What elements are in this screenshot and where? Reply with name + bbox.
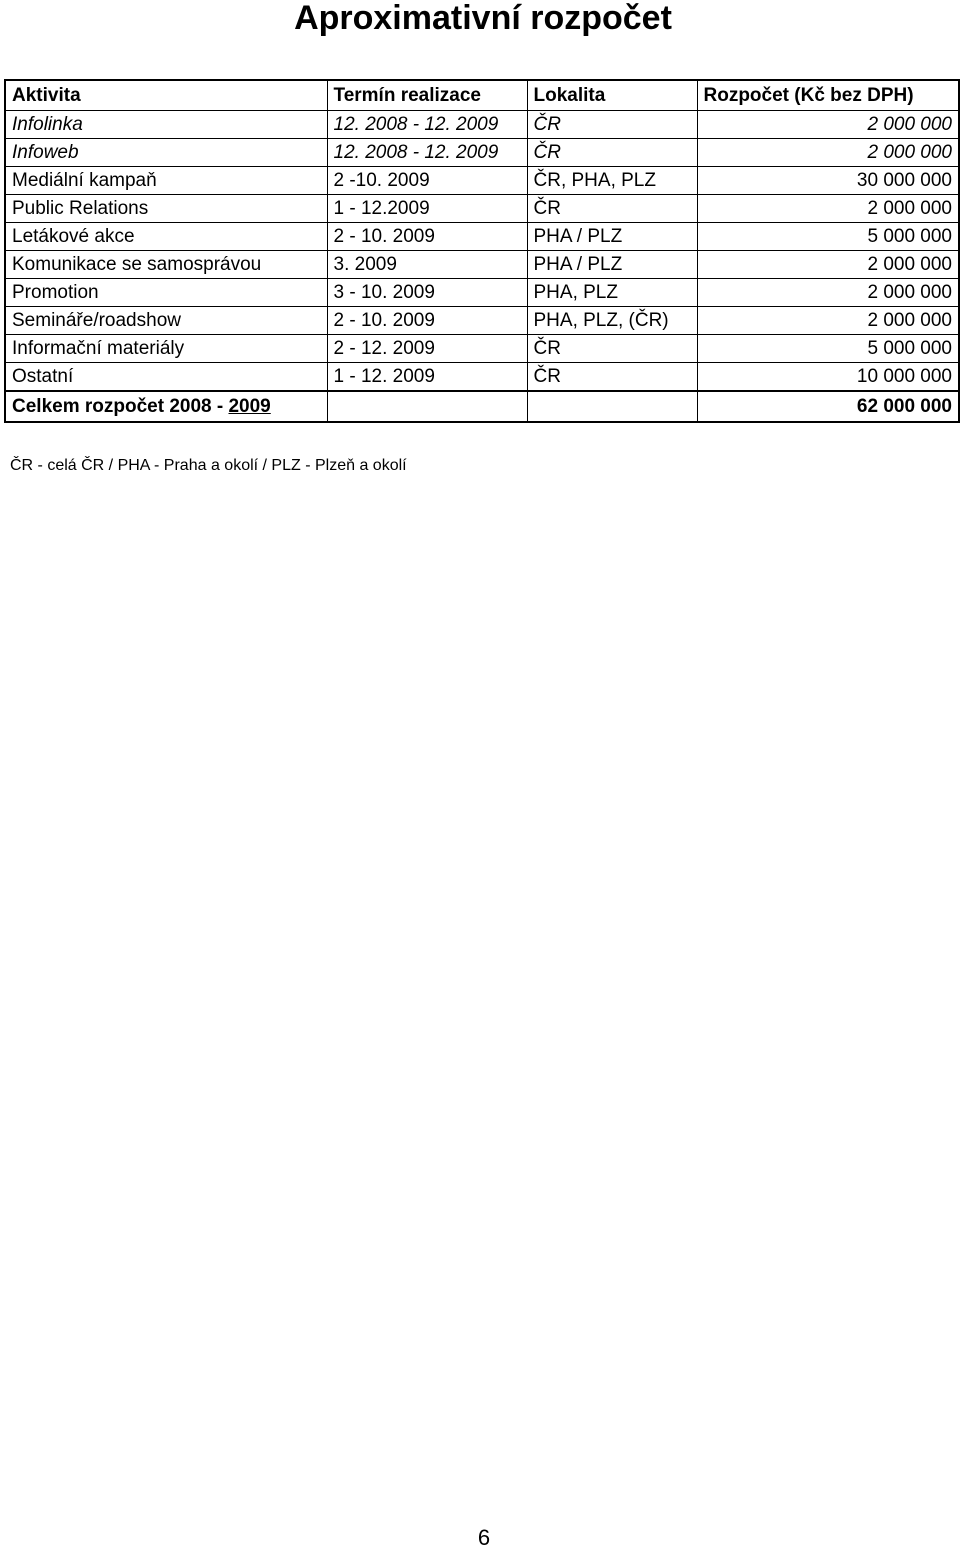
cell-budget: 30 000 000 bbox=[697, 167, 959, 195]
cell-budget: 2 000 000 bbox=[697, 111, 959, 139]
cell-location: ČR, PHA, PLZ bbox=[527, 167, 697, 195]
table-row bbox=[5, 111, 959, 139]
table-row bbox=[5, 195, 959, 223]
table-row bbox=[5, 223, 959, 251]
cell-term: 3. 2009 bbox=[327, 251, 527, 279]
cell-location: ČR bbox=[527, 139, 697, 167]
cell-activity: Informační materiály bbox=[5, 335, 327, 363]
cell-location: PHA / PLZ bbox=[527, 251, 697, 279]
cell-budget: 5 000 000 bbox=[697, 335, 959, 363]
cell-term: 2 - 10. 2009 bbox=[327, 223, 527, 251]
total-label-prefix: Celkem rozpočet 2008 - bbox=[12, 396, 229, 417]
cell-budget: 2 000 000 bbox=[697, 195, 959, 223]
total-location bbox=[527, 391, 697, 422]
total-budget: 62 000 000 bbox=[697, 391, 959, 422]
table-row bbox=[5, 279, 959, 307]
cell-activity: Semináře/roadshow bbox=[5, 307, 327, 335]
table-row bbox=[5, 307, 959, 335]
page-title: Aproximativní rozpočet bbox=[294, 0, 672, 37]
total-label-year: 2009 bbox=[228, 396, 271, 417]
table-row bbox=[5, 251, 959, 279]
cell-activity: Public Relations bbox=[5, 195, 327, 223]
table-row bbox=[5, 363, 959, 392]
cell-budget: 5 000 000 bbox=[697, 223, 959, 251]
cell-term: 1 - 12. 2009 bbox=[327, 363, 527, 392]
cell-budget: 10 000 000 bbox=[697, 363, 959, 392]
cell-term: 12. 2008 - 12. 2009 bbox=[327, 139, 527, 167]
cell-location: ČR bbox=[527, 363, 697, 392]
table-row bbox=[5, 139, 959, 167]
page-number: 6 bbox=[477, 1525, 491, 1550]
cell-term: 2 - 12. 2009 bbox=[327, 335, 527, 363]
table-header-row bbox=[5, 80, 959, 111]
cell-activity: Letákové akce bbox=[5, 223, 327, 251]
total-label bbox=[5, 391, 327, 422]
cell-budget: 2 000 000 bbox=[697, 279, 959, 307]
header-location: Lokalita bbox=[527, 80, 697, 111]
cell-term: 12. 2008 - 12. 2009 bbox=[327, 111, 527, 139]
cell-term: 2 -10. 2009 bbox=[327, 167, 527, 195]
cell-activity: Infoweb bbox=[5, 139, 327, 167]
header-term: Termín realizace bbox=[327, 80, 527, 111]
cell-activity: Komunikace se samosprávou bbox=[5, 251, 327, 279]
header-budget: Rozpočet (Kč bez DPH) bbox=[697, 80, 959, 111]
cell-budget: 2 000 000 bbox=[697, 251, 959, 279]
cell-location: PHA, PLZ, (ČR) bbox=[527, 307, 697, 335]
cell-location: PHA / PLZ bbox=[527, 223, 697, 251]
cell-location: ČR bbox=[527, 195, 697, 223]
cell-location: ČR bbox=[527, 335, 697, 363]
cell-budget: 2 000 000 bbox=[697, 139, 959, 167]
cell-budget: 2 000 000 bbox=[697, 307, 959, 335]
total-term bbox=[327, 391, 527, 422]
budget-table bbox=[4, 79, 960, 423]
table-row bbox=[5, 335, 959, 363]
header-activity: Aktivita bbox=[5, 80, 327, 111]
cell-term: 1 - 12.2009 bbox=[327, 195, 527, 223]
abbreviation-legend: ČR - celá ČR / PHA - Praha a okolí / PLZ - Plzeň a okolí bbox=[10, 457, 407, 474]
cell-activity: Infolinka bbox=[5, 111, 327, 139]
cell-term: 2 - 10. 2009 bbox=[327, 307, 527, 335]
cell-activity: Mediální kampaň bbox=[5, 167, 327, 195]
cell-location: ČR bbox=[527, 111, 697, 139]
total-row bbox=[5, 391, 959, 422]
cell-term: 3 - 10. 2009 bbox=[327, 279, 527, 307]
cell-activity: Ostatní bbox=[5, 363, 327, 392]
cell-location: PHA, PLZ bbox=[527, 279, 697, 307]
table-row bbox=[5, 167, 959, 195]
cell-activity: Promotion bbox=[5, 279, 327, 307]
